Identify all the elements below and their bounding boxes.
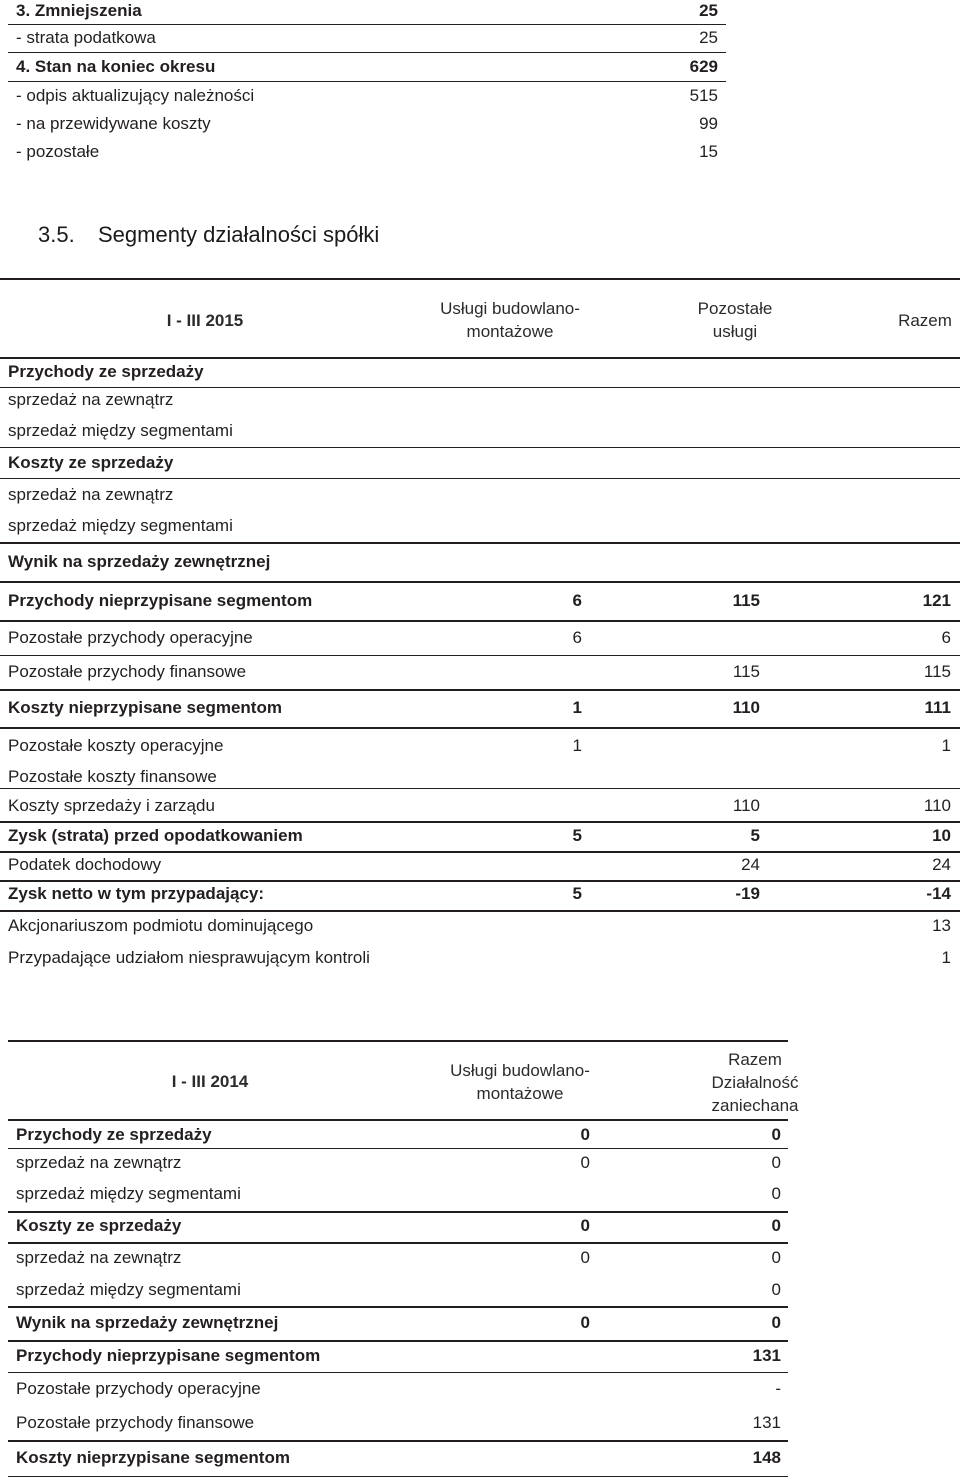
- row-divider: [0, 788, 960, 789]
- table-row: [0, 586, 960, 616]
- table-row: [0, 911, 960, 941]
- row-divider: [0, 478, 960, 479]
- header-line: Razem: [728, 1050, 782, 1069]
- value-total-discontinued: -: [775, 1379, 781, 1398]
- value-other-services: 24: [741, 855, 760, 874]
- row-divider: [0, 727, 960, 729]
- value-other-services: 115: [732, 591, 760, 610]
- value-total: -14: [926, 884, 951, 903]
- value-total: 1: [941, 736, 951, 755]
- value-total-discontinued: 131: [752, 1346, 781, 1365]
- row-divider: [0, 880, 960, 882]
- table-top-rule: [8, 1040, 788, 1042]
- value-construction: 0: [580, 1153, 590, 1172]
- row-divider: [8, 1372, 788, 1373]
- value-construction: 0: [580, 1313, 590, 1332]
- section-heading: [38, 222, 379, 248]
- header-line: Usługi budowlano-: [450, 1061, 590, 1080]
- value-other-services: 110: [732, 796, 760, 815]
- table-row: [0, 1243, 788, 1273]
- table-row: [0, 1148, 788, 1178]
- row-label: Pozostałe koszty finansowe: [8, 767, 217, 786]
- table-row: [0, 1120, 788, 1150]
- period-header: I - III 2015: [166, 311, 244, 330]
- value-total-discontinued: 0: [771, 1248, 781, 1267]
- summary-value: 25: [699, 28, 718, 47]
- column-header-construction: [420, 297, 600, 343]
- value-construction: 1: [572, 736, 582, 755]
- value-construction: 1: [572, 698, 582, 717]
- header-line: Usługi budowlano-: [440, 299, 580, 318]
- row-divider: [0, 542, 960, 544]
- row-label: Akcjonariuszom podmiotu dominującego: [8, 916, 314, 935]
- table-row: [0, 385, 960, 415]
- row-label: Koszty ze sprzedaży: [8, 453, 174, 472]
- row-label: Przychody ze sprzedaży: [16, 1125, 212, 1144]
- row-divider: [0, 689, 960, 691]
- value-total: 1: [941, 948, 951, 967]
- row-label: Wynik na sprzedaży zewnętrznej: [8, 552, 271, 571]
- value-construction: 5: [572, 884, 582, 903]
- row-label: Zysk (strata) przed opodatkowaniem: [8, 826, 303, 845]
- summary-value: 629: [689, 57, 718, 76]
- value-construction: 0: [580, 1125, 590, 1144]
- row-divider: [8, 1306, 788, 1308]
- column-header-construction: [430, 1059, 610, 1105]
- row-label: Koszty nieprzypisane segmentom: [8, 698, 282, 717]
- row-label: Koszty ze sprzedaży: [16, 1216, 182, 1235]
- table-row: [0, 731, 960, 761]
- table-row: [0, 623, 960, 653]
- value-total-discontinued: 0: [771, 1280, 781, 1299]
- value-total-discontinued: 0: [771, 1216, 781, 1235]
- row-label: Przychody nieprzypisane segmentom: [16, 1346, 321, 1365]
- table-row: [0, 657, 960, 687]
- value-other-services: 115: [732, 662, 760, 681]
- header-line: Pozostałe: [697, 299, 773, 318]
- row-label: sprzedaż między segmentami: [16, 1184, 241, 1203]
- summary-label: - strata podatkowa: [16, 28, 156, 47]
- table-row: [0, 1408, 788, 1438]
- row-divider: [0, 910, 960, 912]
- value-total: 6: [941, 628, 951, 647]
- table-row: [0, 1211, 788, 1241]
- value-total: 10: [932, 826, 951, 845]
- table-row: [0, 821, 960, 851]
- row-label: Przychody nieprzypisane segmentom: [8, 591, 313, 610]
- row-divider: [8, 1242, 788, 1244]
- summary-row: [8, 137, 726, 167]
- table-row: [0, 416, 960, 446]
- value-total-discontinued: 0: [771, 1313, 781, 1332]
- summary-row: [8, 81, 726, 111]
- row-divider: [8, 1340, 788, 1342]
- row-divider: [0, 387, 960, 388]
- value-total: 121: [922, 591, 951, 610]
- value-total: 111: [924, 698, 951, 717]
- table-row: [0, 1308, 788, 1338]
- row-label: Przychody ze sprzedaży: [8, 362, 204, 381]
- row-divider: [0, 581, 960, 583]
- value-total-discontinued: 0: [771, 1153, 781, 1172]
- section-number: 3.5.: [38, 222, 75, 247]
- summary-row: [8, 23, 726, 53]
- row-label: sprzedaż między segmentami: [8, 516, 233, 535]
- row-label: sprzedaż na zewnątrz: [16, 1153, 182, 1172]
- row-divider: [0, 447, 960, 448]
- summary-label: 4. Stan na koniec okresu: [16, 57, 216, 76]
- summary-label: 3. Zmniejszenia: [16, 1, 142, 20]
- row-divider: [0, 655, 960, 656]
- table-row: [0, 1275, 788, 1305]
- summary-label: - pozostałe: [16, 142, 100, 161]
- header-line: Działalność: [711, 1073, 799, 1092]
- row-label: Wynik na sprzedaży zewnętrznej: [16, 1313, 279, 1332]
- table-top-rule: [0, 278, 960, 280]
- summary-row: [8, 52, 726, 82]
- value-other-services: 110: [732, 698, 760, 717]
- value-total: 24: [932, 855, 951, 874]
- row-label: sprzedaż między segmentami: [16, 1280, 241, 1299]
- summary-value: 99: [699, 114, 718, 133]
- row-label: Zysk netto w tym przypadający:: [8, 884, 265, 903]
- row-label: sprzedaż na zewnątrz: [8, 485, 174, 504]
- row-label: Pozostałe przychody finansowe: [8, 662, 247, 681]
- row-label: Koszty sprzedaży i zarządu: [8, 796, 215, 815]
- row-label: Pozostałe przychody operacyjne: [16, 1379, 261, 1398]
- row-label: Podatek dochodowy: [8, 855, 162, 874]
- row-label: sprzedaż na zewnątrz: [16, 1248, 182, 1267]
- value-construction: 5: [572, 826, 582, 845]
- table-row: [0, 1443, 788, 1473]
- value-construction: 6: [572, 591, 582, 610]
- row-divider: [0, 821, 960, 823]
- table-row: [0, 1374, 788, 1404]
- table-row: [0, 1341, 788, 1371]
- header-line: montażowe: [476, 1084, 564, 1103]
- table-row: [0, 850, 960, 880]
- summary-label: - odpis aktualizujący należności: [16, 86, 255, 105]
- summary-value: 15: [699, 142, 718, 161]
- header-line: montażowe: [466, 322, 554, 341]
- table-row: [0, 547, 960, 577]
- value-total: 110: [923, 796, 951, 815]
- row-label: sprzedaż między segmentami: [8, 421, 233, 440]
- period-header: I - III 2014: [171, 1072, 249, 1091]
- summary-row: [8, 109, 726, 139]
- summary-value: 515: [689, 86, 718, 105]
- table-row: [0, 943, 960, 973]
- column-header-other-services: [660, 297, 810, 343]
- table-row: [0, 791, 960, 821]
- table-row: [0, 1179, 788, 1209]
- row-label: Pozostałe przychody finansowe: [16, 1413, 255, 1432]
- row-divider: [8, 1476, 788, 1477]
- value-construction: 0: [580, 1216, 590, 1235]
- column-header-total: Razem: [898, 311, 952, 330]
- row-divider: [0, 620, 960, 622]
- summary-value: 25: [699, 1, 718, 20]
- row-divider: [0, 851, 960, 853]
- value-total-discontinued: 131: [752, 1413, 781, 1432]
- row-divider: [8, 1148, 788, 1149]
- value-total-discontinued: 0: [771, 1184, 781, 1203]
- value-total-discontinued: 148: [752, 1448, 781, 1467]
- header-line: zaniechana: [711, 1096, 799, 1115]
- table-row: [0, 693, 960, 723]
- value-other-services: -19: [735, 884, 760, 903]
- value-construction: 0: [580, 1248, 590, 1267]
- row-label: Pozostałe przychody operacyjne: [8, 628, 253, 647]
- row-divider: [8, 1211, 788, 1213]
- value-total-discontinued: 0: [771, 1125, 781, 1144]
- header-line: usługi: [712, 322, 758, 341]
- table-row: [0, 357, 960, 387]
- value-total: 13: [932, 916, 951, 935]
- table-row: [0, 879, 960, 909]
- column-header-total-discontinued: [670, 1048, 840, 1117]
- section-title: Segmenty działalności spółki: [98, 222, 380, 247]
- row-divider: [8, 1440, 788, 1442]
- row-label: sprzedaż na zewnątrz: [8, 390, 174, 409]
- summary-label: - na przewidywane koszty: [16, 114, 211, 133]
- table-row: [0, 448, 960, 478]
- row-label: Pozostałe koszty operacyjne: [8, 736, 224, 755]
- table-row: [0, 511, 960, 541]
- table-row: [0, 480, 960, 510]
- row-label: Koszty nieprzypisane segmentom: [16, 1448, 290, 1467]
- row-label: Przypadające udziałom niesprawującym kontroli: [8, 948, 370, 967]
- value-construction: 6: [572, 628, 582, 647]
- value-other-services: 5: [750, 826, 760, 845]
- value-total: 115: [923, 662, 951, 681]
